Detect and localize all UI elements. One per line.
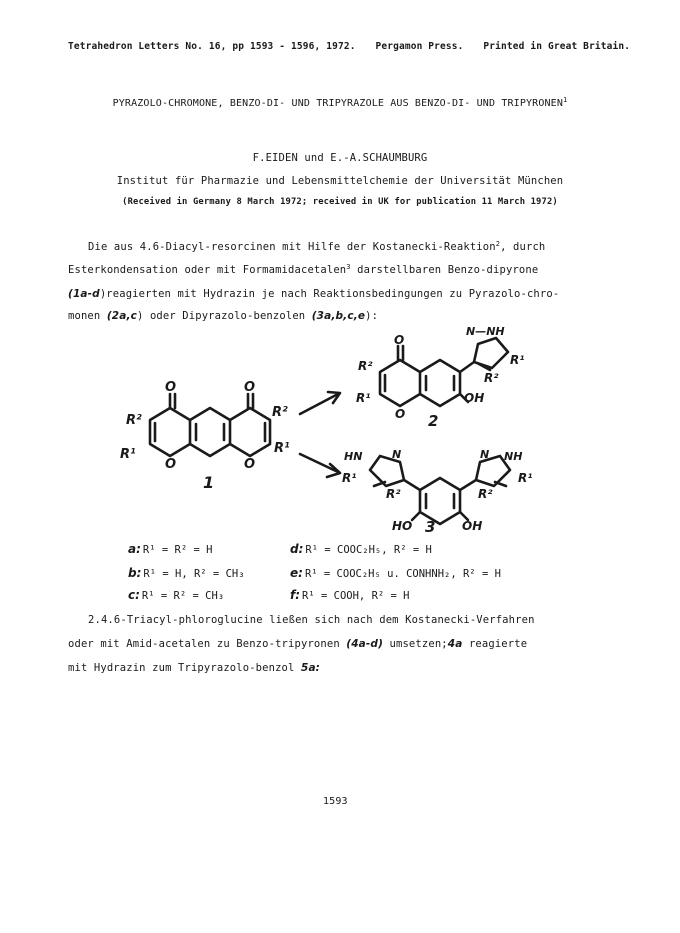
p1-line-1: Die aus 4.6-Diacyl-resorcinen mit Hilfe der Kostanecki-Reaktion$^2$, durch xyxy=(88,240,546,253)
oxygen-label: O xyxy=(395,407,406,421)
oxygen-label: O xyxy=(165,457,177,472)
r2-label: R² xyxy=(386,487,401,501)
n-label: N xyxy=(480,448,490,461)
compound-3-label: 3 xyxy=(425,518,436,536)
authors: F.EIDEN und E.-A.SCHAUMBURG xyxy=(252,152,428,164)
compound-ref-4a-d: (4a-d) xyxy=(346,638,384,650)
journal-citation: Tetrahedron Letters No. 16, pp 1593 - 1596, 1972. xyxy=(68,41,356,52)
compound-ref-5a: 5a: xyxy=(300,662,321,674)
r2-label: R² xyxy=(478,487,493,501)
publisher: Pergamon Press. xyxy=(375,41,464,52)
p2-line-3: mit Hydrazin zum Tripyrazolo-benzol 5a: xyxy=(68,662,321,674)
compound-ref-4a: 4a xyxy=(447,638,463,650)
n-label: N xyxy=(392,448,402,461)
journal-header xyxy=(68,41,630,52)
p1-line-3: (1a-d)reagierten mit Hydrazin je nach Reaktionsbedingungen zu Pyrazolo-chro- xyxy=(68,288,560,300)
article-title xyxy=(0,98,680,109)
r2-label: R² xyxy=(484,371,499,385)
r1-label: R¹ xyxy=(518,471,533,485)
r1-label: R¹ xyxy=(510,353,525,367)
title-text: PYRAZOLO-CHROMONE, BENZO-DI- UND TRIPYRAZOLE AUS BENZO-DI- UND TRIPYRONEN xyxy=(112,98,564,109)
r2-label: R² xyxy=(126,413,142,428)
r1-label: R¹ xyxy=(356,391,371,405)
arrow-to-3 xyxy=(300,454,338,472)
p2-line-1: 2.4.6-Triacyl-phloroglucine ließen sich nach dem Kostanecki-Verfahren xyxy=(88,614,535,626)
p1-line-2: Esterkondensation oder mit Formamidacetalen$^3$ darstellbaren Benzo-dipyrone xyxy=(68,263,539,276)
nh-label: NH xyxy=(504,450,523,463)
compound-ref-3abce: (3a,b,c,e xyxy=(311,310,366,322)
compound-2-label: 2 xyxy=(428,412,439,430)
legend-c: c: R¹ = R² = CH₃ xyxy=(128,588,225,602)
oxygen-label: O xyxy=(244,457,256,472)
hn-label: HN xyxy=(344,450,363,463)
legend-e: e: R¹ = COOC₂H₅ u. CONHNH₂, R² = H xyxy=(290,566,501,580)
title-ref: 1 xyxy=(563,96,568,104)
received-dates: (Received in Germany 8 March 1972; received in UK for publication 11 March 1972) xyxy=(122,197,558,207)
page-number: 1593 xyxy=(323,796,348,807)
legend-a: a: R¹ = R² = H xyxy=(128,542,213,556)
legend-b: b: R¹ = H, R² = CH₃ xyxy=(128,566,245,580)
compound-1-structure xyxy=(150,394,270,456)
reaction-scheme xyxy=(0,322,680,532)
r1-label: R¹ xyxy=(342,471,357,485)
hydroxy-label: OH xyxy=(462,519,483,532)
oxygen-label: O xyxy=(394,333,405,347)
n-nh-label: N—NH xyxy=(466,325,505,338)
p1-line-4: monen (2a,c) oder Dipyrazolo-benzolen (3a,b,c,e): xyxy=(68,310,379,322)
hydroxy-label: HO xyxy=(392,519,413,532)
ref-3: 3 xyxy=(346,263,351,271)
p2-line-2: oder mit Amid-acetalen zu Benzo-tripyronen (4a-d) umsetzen;4a reagierte xyxy=(68,638,528,650)
legend-d: d: R¹ = COOC₂H₅, R² = H xyxy=(290,542,432,556)
r2-label: R² xyxy=(272,405,288,420)
hydroxy-label: OH xyxy=(464,391,485,405)
compound-ref-1a-d: (1a-d xyxy=(68,288,100,300)
oxygen-label: O xyxy=(165,380,177,395)
r1-label: R¹ xyxy=(274,441,290,456)
compound-1-label: 1 xyxy=(203,473,215,492)
r1-label: R¹ xyxy=(120,447,136,462)
printed-in: Printed in Great Britain. xyxy=(483,41,631,52)
ref-2: 2 xyxy=(495,240,501,248)
institute: Institut für Pharmazie und Lebensmittelchemie der Universität München xyxy=(116,175,564,187)
legend-f: f: R¹ = COOH, R² = H xyxy=(290,588,410,602)
r2-label: R² xyxy=(358,359,373,373)
oxygen-label: O xyxy=(244,380,256,395)
compound-ref-2ac: (2a,c xyxy=(106,310,137,322)
